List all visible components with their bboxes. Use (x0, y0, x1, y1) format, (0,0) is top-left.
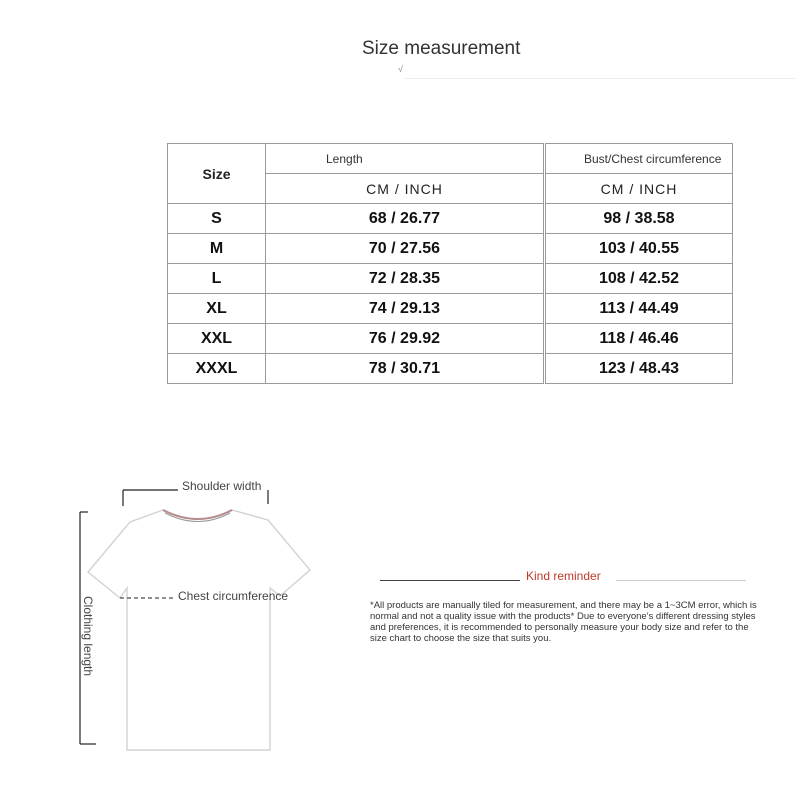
table-row (168, 294, 733, 324)
bust-cell: 113 / 44.49 (545, 294, 733, 324)
shoulder-width-label: Shoulder width (182, 479, 262, 493)
bust-cell: 123 / 48.43 (545, 354, 733, 384)
tshirt-illustration (70, 470, 320, 760)
length-cell: 76 / 29.92 (266, 324, 545, 354)
length-cell: 78 / 30.71 (266, 354, 545, 384)
bust-unit-label: CM / INCH (545, 174, 733, 204)
check-mark: √ (398, 64, 403, 74)
table-row (168, 324, 733, 354)
length-unit-label: CM / INCH (266, 174, 545, 204)
title-divider (404, 78, 796, 79)
tshirt-outline (88, 510, 310, 750)
table-row (168, 354, 733, 384)
table-row (168, 234, 733, 264)
bust-column-header: Bust/Chest circumference (545, 144, 733, 174)
length-cell: 72 / 28.35 (266, 264, 545, 294)
table-row (168, 264, 733, 294)
bust-cell: 108 / 42.52 (545, 264, 733, 294)
reminder-title: Kind reminder (526, 569, 601, 583)
size-cell: XXXL (168, 354, 266, 384)
size-table (167, 143, 733, 384)
bust-cell: 98 / 38.58 (545, 204, 733, 234)
tshirt-diagram (70, 470, 320, 760)
length-cell: 68 / 26.77 (266, 204, 545, 234)
length-column-header: Length (266, 144, 545, 174)
size-cell: L (168, 264, 266, 294)
reminder-rule-right (616, 580, 746, 581)
size-cell: XL (168, 294, 266, 324)
chest-circumference-label: Chest circumference (178, 589, 289, 603)
reminder-text: *All products are manually tiled for measurement, and there may be a 1~3CM error, which is normal and not a quality issue with the products* Due to everyone's different dressing styles and preferences, it is recommended to personally measure your body size and refer to the size chart to choose the size that suits you. (370, 600, 757, 644)
page-title: Size measurement (362, 38, 521, 59)
reminder-rule-left (380, 580, 520, 581)
length-cell: 74 / 29.13 (266, 294, 545, 324)
size-cell: S (168, 204, 266, 234)
table-header-row (168, 144, 733, 174)
size-cell: M (168, 234, 266, 264)
length-cell: 70 / 27.56 (266, 234, 545, 264)
title-block (300, 38, 800, 82)
bust-cell: 118 / 46.46 (545, 324, 733, 354)
size-cell: XXL (168, 324, 266, 354)
size-column-header: Size (168, 144, 266, 204)
bust-cell: 103 / 40.55 (545, 234, 733, 264)
clothing-length-label: Clothing length (81, 596, 95, 677)
table-row (168, 204, 733, 234)
